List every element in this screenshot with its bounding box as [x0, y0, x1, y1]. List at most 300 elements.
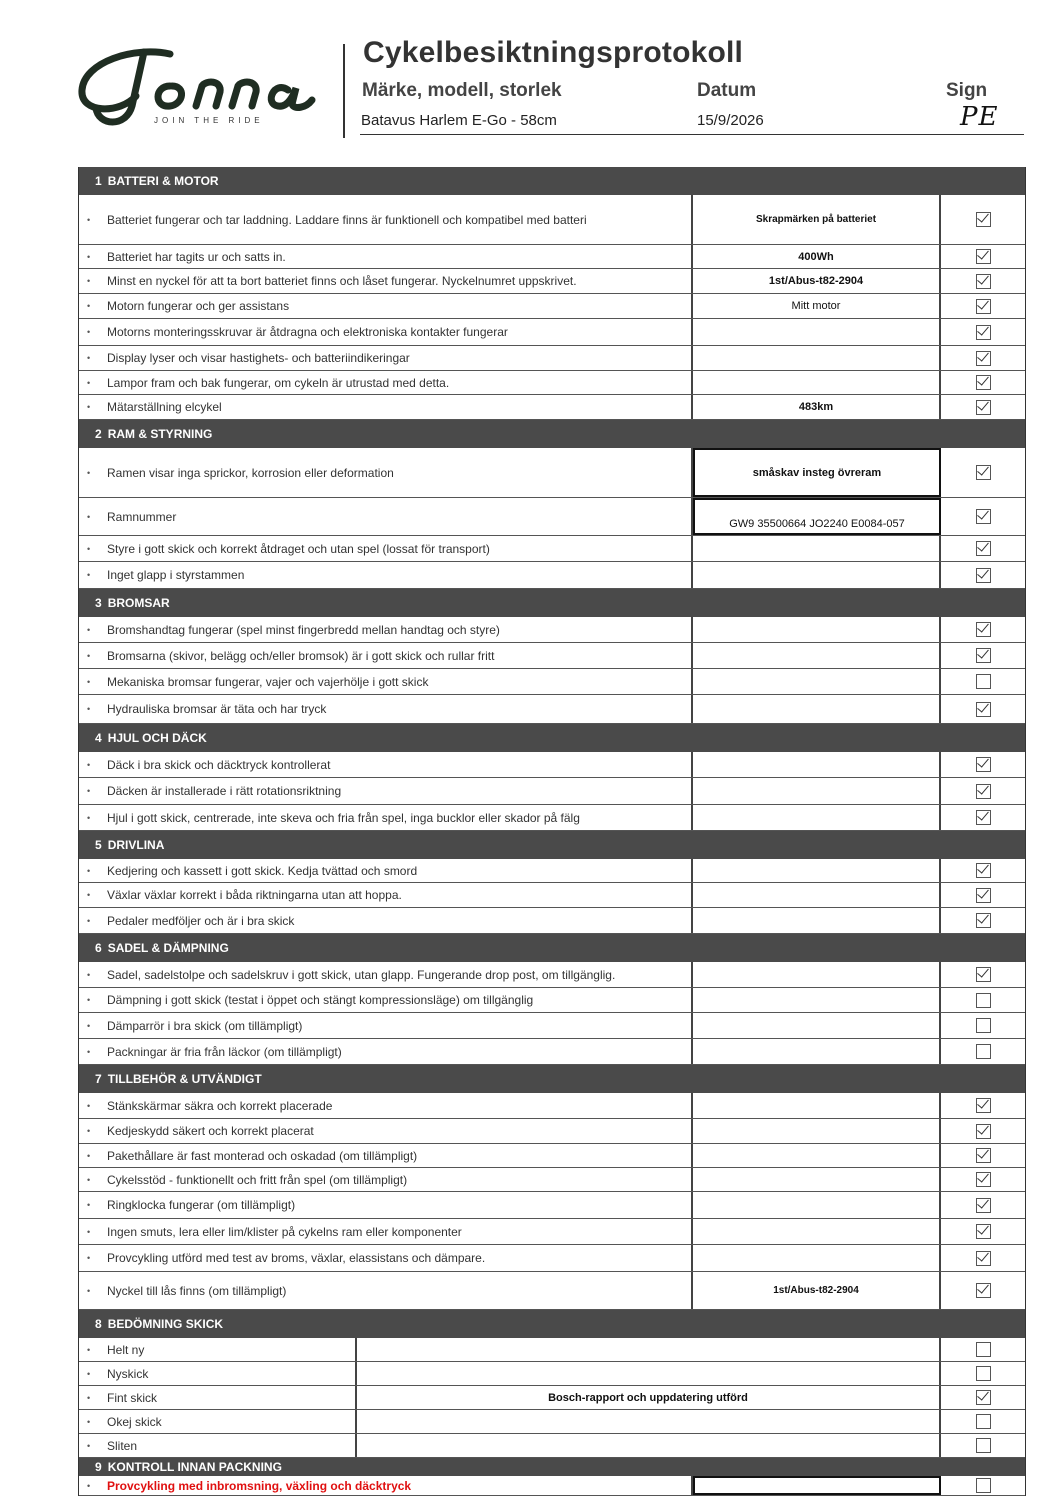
section-header [79, 1065, 1025, 1093]
row-note [693, 1093, 941, 1118]
row-note [693, 536, 941, 561]
row-label [79, 294, 693, 318]
section-title: KONTROLL INNAN PACKNING [107, 1460, 282, 1474]
bullet-icon: • [87, 969, 91, 980]
model-value: Batavus Harlem E-Go - 58cm [361, 112, 557, 129]
checked-checkbox[interactable] [976, 1283, 991, 1298]
checkbox-cell [941, 1410, 1025, 1433]
row-note [693, 371, 941, 394]
row-note [357, 1434, 941, 1457]
checkbox-cell [941, 536, 1025, 561]
jonna-logo [74, 42, 324, 130]
checked-checkbox[interactable] [976, 509, 991, 524]
checklist-row [79, 1434, 1025, 1458]
section-number: 1 [95, 174, 102, 188]
bullet-icon: • [87, 1285, 91, 1296]
section-number: 2 [95, 427, 102, 441]
section-title: BROMSAR [107, 596, 170, 610]
section-number: 8 [95, 1317, 102, 1331]
row-note [693, 1013, 941, 1038]
checked-checkbox[interactable] [976, 648, 991, 663]
row-note: Skrapmärken på batteriet [693, 195, 941, 244]
checklist-row [79, 883, 1025, 908]
checklist-row [79, 346, 1025, 371]
row-text: Packningar är fria från läckor (om tillämpligt) [107, 1044, 342, 1059]
row-note [693, 617, 941, 642]
checklist-row [79, 859, 1025, 883]
bullet-icon: • [87, 1150, 91, 1161]
checked-checkbox[interactable] [976, 351, 991, 366]
bullet-icon: • [87, 214, 91, 225]
checklist-row [79, 962, 1025, 988]
checklist-row [79, 988, 1025, 1013]
row-text: Sadel, sadelstolpe och sadelskruv i gott skick, utan glapp. Fungerande drop post, om tillgänglig. [107, 967, 616, 982]
bullet-icon: • [87, 1200, 91, 1210]
empty-checkbox[interactable] [976, 1018, 991, 1033]
bullet-icon: • [87, 1440, 91, 1451]
row-label [79, 669, 693, 694]
bullet-icon: • [87, 1368, 91, 1379]
row-text: Motorns monteringsskruvar är åtdragna och elektroniska kontakter fungerar [107, 325, 508, 339]
row-text: Styre i gott skick och korrekt åtdraget och utan spel (lossat för transport) [107, 541, 490, 556]
row-text: Lampor fram och bak fungerar, om cykeln är utrustad med detta. [107, 375, 450, 390]
checkbox-cell [941, 1093, 1025, 1118]
row-text: Bromsarna (skivor, belägg och/eller bromsok) är i gott skick och rullar fritt [107, 648, 495, 663]
bullet-icon: • [87, 786, 91, 796]
checkbox-cell [941, 805, 1025, 830]
row-note: Mitt motor [693, 294, 941, 318]
row-label [79, 1386, 357, 1409]
row-text: Däcken är installerade i rätt rotationsriktning [107, 784, 342, 798]
row-text: Motorn fungerar och ger assistans [107, 299, 290, 313]
bullet-icon: • [87, 301, 91, 311]
checklist-row [79, 1144, 1025, 1168]
checkbox-cell [941, 448, 1025, 497]
checkbox-cell [941, 908, 1025, 933]
bullet-icon: • [87, 353, 91, 363]
checked-checkbox[interactable] [976, 1251, 991, 1266]
checked-checkbox[interactable] [976, 702, 991, 717]
checklist-row [79, 1168, 1025, 1192]
row-text: Display lyser och visar hastighets- och batteriindikeringar [107, 351, 410, 365]
checkbox-cell [941, 195, 1025, 244]
row-note [693, 988, 941, 1012]
empty-checkbox[interactable] [976, 1342, 991, 1357]
model-label: Märke, modell, storlek [362, 80, 562, 101]
row-label [79, 1168, 693, 1191]
row-label [79, 778, 693, 804]
checklist-row [79, 269, 1025, 294]
checked-checkbox[interactable] [976, 568, 991, 583]
row-label [79, 752, 693, 777]
row-text: Nyskick [107, 1366, 149, 1381]
checkbox-cell [941, 319, 1025, 345]
checked-checkbox[interactable] [976, 1198, 991, 1213]
checkbox-cell [941, 1219, 1025, 1244]
bullet-icon: • [87, 511, 91, 522]
checked-checkbox[interactable] [976, 274, 991, 289]
row-text: Hjul i gott skick, centrerade, inte skeva och fria från spel, inga bucklor eller skador på fälg [107, 810, 580, 825]
row-text: Batteriet fungerar och tar laddning. Laddare finns är funktionell och kompatibel med batteri [107, 212, 587, 227]
checked-checkbox[interactable] [976, 325, 991, 340]
row-note [693, 908, 941, 933]
row-label [79, 346, 693, 370]
row-text: Hydrauliska bromsar är täta och har tryck [107, 702, 327, 716]
empty-checkbox[interactable] [976, 1044, 991, 1059]
bullet-icon: • [87, 251, 91, 262]
row-note [693, 346, 941, 370]
inspection-table [78, 167, 1026, 1496]
checked-checkbox[interactable] [976, 299, 991, 314]
row-note [693, 695, 941, 723]
row-label [79, 908, 693, 933]
checked-checkbox[interactable] [976, 967, 991, 982]
row-label [79, 1362, 357, 1385]
checked-checkbox[interactable] [976, 1172, 991, 1187]
bullet-icon: • [87, 759, 91, 770]
bullet-icon: • [87, 402, 91, 412]
row-note: 400Wh [693, 245, 941, 268]
section-title: RAM & STYRNING [107, 427, 213, 441]
row-note: 1st/Abus-t82-2904 [693, 269, 941, 293]
row-text: Inget glapp i styrstammen [107, 568, 245, 582]
checked-checkbox[interactable] [976, 888, 991, 903]
bullet-icon: • [87, 1020, 91, 1031]
row-text: Dämparrör i bra skick (om tillämpligt) [107, 1018, 303, 1033]
checklist-row [79, 294, 1025, 319]
bullet-icon: • [87, 327, 91, 337]
checkbox-cell [941, 962, 1025, 987]
section-header [79, 724, 1025, 752]
checklist-row [79, 1410, 1025, 1434]
section-number: 3 [95, 596, 102, 610]
section-number: 5 [95, 838, 102, 852]
row-label [79, 195, 693, 244]
checklist-row [79, 908, 1025, 934]
row-text: Ramnummer [107, 509, 177, 524]
checkbox-cell [941, 395, 1025, 419]
svg-text:JOIN THE RIDE: JOIN THE RIDE [154, 116, 264, 125]
row-text: Ramen visar inga sprickor, korrosion eller deformation [107, 465, 394, 480]
checklist-row [79, 1013, 1025, 1039]
bullet-icon: • [87, 1392, 91, 1403]
checklist-row [79, 448, 1025, 498]
row-note [693, 859, 941, 882]
checklist-row [79, 498, 1025, 536]
bullet-icon: • [87, 1046, 91, 1057]
checkbox-cell [941, 498, 1025, 535]
row-text: Dämpning i gott skick (testat i öppet och stängt kompressionsläge) om tillgänglig [107, 993, 534, 1007]
row-label [79, 1119, 693, 1143]
row-label [79, 883, 693, 907]
row-label [79, 1144, 693, 1167]
checkbox-cell [941, 695, 1025, 723]
checkbox-cell [941, 988, 1025, 1012]
row-note [693, 1168, 941, 1191]
row-note [357, 1338, 941, 1361]
checked-checkbox[interactable] [976, 810, 991, 825]
row-text: Däck i bra skick och däcktryck kontrollerat [107, 757, 331, 772]
checkbox-cell [941, 245, 1025, 268]
section-header [79, 167, 1025, 195]
checklist-row [79, 195, 1025, 245]
header-rule [360, 134, 1024, 135]
row-text: Provcykling med inbromsning, växling och däcktryck [107, 1478, 412, 1493]
row-note [693, 1245, 941, 1271]
bullet-icon: • [87, 570, 91, 580]
bullet-icon: • [87, 812, 91, 823]
checklist-row [79, 1386, 1025, 1410]
checklist-row [79, 695, 1025, 724]
row-note [693, 1476, 941, 1495]
bullet-icon: • [87, 915, 91, 926]
checkbox-cell [941, 346, 1025, 370]
checkbox-cell [941, 1119, 1025, 1143]
row-note [693, 752, 941, 777]
section-title: DRIVLINA [107, 838, 165, 852]
row-text: Bromshandtag fungerar (spel minst fingerbredd mellan handtag och styre) [107, 622, 500, 637]
checkbox-cell [941, 562, 1025, 588]
checked-checkbox[interactable] [976, 1390, 991, 1405]
row-note [693, 1219, 941, 1244]
empty-checkbox[interactable] [976, 1366, 991, 1381]
row-text: Växlar växlar korrekt i båda riktningarna utan att hoppa. [107, 888, 402, 902]
row-note [693, 778, 941, 804]
row-label [79, 498, 693, 535]
row-text: Ringklocka fungerar (om tillämpligt) [107, 1198, 296, 1212]
section-title: BEDÖMNING SKICK [107, 1317, 224, 1331]
bullet-icon: • [87, 865, 91, 876]
checklist-row [79, 1272, 1025, 1310]
row-label [79, 988, 693, 1012]
checklist-row [79, 805, 1025, 831]
checkbox-cell [941, 1245, 1025, 1271]
row-label [79, 1039, 693, 1064]
section-header [79, 1458, 1025, 1476]
section-number: 6 [95, 941, 102, 955]
checklist-row [79, 1338, 1025, 1362]
checked-checkbox[interactable] [976, 1148, 991, 1163]
checklist-row [79, 1119, 1025, 1144]
row-note: 483km [693, 395, 941, 419]
row-label [79, 1410, 357, 1433]
checklist-row [79, 1192, 1025, 1219]
checked-checkbox[interactable] [976, 465, 991, 480]
section-number: 4 [95, 731, 102, 745]
row-note [693, 1119, 941, 1143]
bullet-icon: • [87, 1253, 91, 1263]
checklist-row [79, 1476, 1025, 1496]
checkbox-cell [941, 1039, 1025, 1064]
checkbox-cell [941, 669, 1025, 694]
checkbox-cell [941, 859, 1025, 882]
row-note [357, 1410, 941, 1433]
checked-checkbox[interactable] [976, 1098, 991, 1113]
row-text: Batteriet har tagits ur och satts in. [107, 249, 286, 264]
section-header [79, 831, 1025, 859]
bullet-icon: • [87, 1126, 91, 1136]
bullet-icon: • [87, 1174, 91, 1185]
checkbox-cell [941, 1168, 1025, 1191]
checked-checkbox[interactable] [976, 1124, 991, 1139]
section-header [79, 934, 1025, 962]
section-header [79, 589, 1025, 617]
checklist-row [79, 1362, 1025, 1386]
header-divider [343, 44, 345, 138]
row-text: Nyckel till lås finns (om tillämpligt) [107, 1283, 287, 1298]
checklist-row [79, 562, 1025, 589]
row-note: Bosch-rapport och uppdatering utförd [357, 1386, 941, 1409]
row-text: Sliten [107, 1438, 138, 1453]
checklist-row [79, 1093, 1025, 1119]
row-label [79, 1272, 693, 1309]
section-header [79, 420, 1025, 448]
row-note: 1st/Abus-t82-2904 [693, 1272, 941, 1309]
row-note [693, 1039, 941, 1064]
row-label [79, 643, 693, 668]
bullet-icon: • [87, 704, 91, 714]
checkbox-cell [941, 1434, 1025, 1457]
checked-checkbox[interactable] [976, 375, 991, 390]
row-text: Mätarställning elcykel [107, 400, 222, 414]
row-note [693, 883, 941, 907]
row-text: Cykelsstöd - funktionellt och fritt från spel (om tillämpligt) [107, 1172, 408, 1187]
row-label [79, 1338, 357, 1361]
checkbox-cell [941, 1013, 1025, 1038]
row-label [79, 371, 693, 394]
row-label [79, 859, 693, 882]
row-label [79, 395, 693, 419]
row-label [79, 1434, 357, 1457]
row-label [79, 1476, 693, 1495]
checkbox-cell [941, 1272, 1025, 1309]
row-label [79, 562, 693, 588]
bullet-icon: • [87, 650, 91, 661]
checkbox-cell [941, 1338, 1025, 1361]
bullet-icon: • [87, 890, 91, 900]
signature: PE [960, 102, 999, 132]
row-text: Helt ny [107, 1342, 145, 1357]
row-label [79, 805, 693, 830]
sign-label: Sign [946, 80, 988, 101]
row-text: Minst en nyckel för att ta bort batteriet finns och låset fungerar. Nyckelnumret uppskrivet. [107, 274, 577, 288]
checked-checkbox[interactable] [976, 541, 991, 556]
row-text: Pedaler medföljer och är i bra skick [107, 913, 295, 928]
empty-checkbox[interactable] [976, 674, 991, 689]
checkbox-cell [941, 617, 1025, 642]
checkbox-cell [941, 883, 1025, 907]
bullet-icon: • [87, 676, 91, 687]
empty-checkbox[interactable] [976, 1438, 991, 1453]
row-text: Stänkskärmar säkra och korrekt placerade [107, 1098, 333, 1113]
checklist-row [79, 245, 1025, 269]
row-text: Okej skick [107, 1414, 162, 1429]
section-title: TILLBEHÖR & UTVÄNDIGT [107, 1072, 262, 1086]
checked-checkbox[interactable] [976, 622, 991, 637]
checklist-row [79, 1245, 1025, 1272]
bullet-icon: • [87, 1100, 91, 1111]
row-label [79, 448, 693, 497]
section-header [79, 1310, 1025, 1338]
row-label [79, 319, 693, 345]
checked-checkbox[interactable] [976, 757, 991, 772]
checklist-row [79, 669, 1025, 695]
section-number: 9 [95, 1460, 102, 1474]
bullet-icon: • [87, 377, 91, 388]
empty-checkbox[interactable] [976, 993, 991, 1008]
row-note [693, 669, 941, 694]
checklist-row [79, 778, 1025, 805]
row-note: småskav insteg övreram [693, 448, 941, 497]
checklist-row [79, 752, 1025, 778]
checkbox-cell [941, 1144, 1025, 1167]
row-note [357, 1362, 941, 1385]
row-note [693, 1144, 941, 1167]
section-title: SADEL & DÄMPNING [107, 941, 229, 955]
row-note [693, 962, 941, 987]
checked-checkbox[interactable] [976, 212, 991, 227]
row-label [79, 617, 693, 642]
row-text: Mekaniska bromsar fungerar, vajer och vajerhölje i gott skick [107, 674, 429, 689]
bullet-icon: • [87, 1344, 91, 1355]
row-text: Provcykling utförd med test av broms, växlar, elassistans och dämpare. [107, 1251, 486, 1265]
checklist-row [79, 319, 1025, 346]
bullet-icon: • [87, 543, 91, 554]
checklist-row [79, 643, 1025, 669]
checkbox-cell [941, 1192, 1025, 1218]
checked-checkbox[interactable] [976, 249, 991, 264]
checkbox-cell [941, 1476, 1025, 1495]
checkbox-cell [941, 778, 1025, 804]
checked-checkbox[interactable] [976, 1224, 991, 1239]
bullet-icon: • [87, 1226, 91, 1237]
row-text: Fint skick [107, 1390, 158, 1405]
bullet-icon: • [87, 995, 91, 1005]
row-text: Pakethållare är fast monterad och oskadad (om tillämpligt) [107, 1148, 418, 1163]
checklist-row [79, 1039, 1025, 1065]
checked-checkbox[interactable] [976, 400, 991, 415]
checklist-row [79, 536, 1025, 562]
checkbox-cell [941, 643, 1025, 668]
section-title: HJUL OCH DÄCK [107, 731, 207, 745]
row-label [79, 695, 693, 723]
bullet-icon: • [87, 1416, 91, 1427]
checked-checkbox[interactable] [976, 863, 991, 878]
row-note [693, 319, 941, 345]
row-label [79, 1219, 693, 1244]
row-text: Ingen smuts, lera eller lim/klister på cykelns ram eller komponenter [107, 1224, 462, 1239]
date-value: 15/9/2026 [697, 112, 764, 129]
section-title: BATTERI & MOTOR [107, 174, 219, 188]
checklist-row [79, 617, 1025, 643]
row-label [79, 962, 693, 987]
page-title: Cykelbesiktningsprotokoll [363, 36, 744, 69]
bullet-icon: • [87, 624, 91, 635]
empty-checkbox[interactable] [976, 1414, 991, 1429]
bullet-icon: • [87, 467, 91, 478]
checked-checkbox[interactable] [976, 784, 991, 799]
row-label [79, 245, 693, 268]
row-label [79, 1013, 693, 1038]
row-note [693, 562, 941, 588]
checkbox-cell [941, 371, 1025, 394]
section-number: 7 [95, 1072, 102, 1086]
row-label [79, 269, 693, 293]
checkbox-cell [941, 752, 1025, 777]
checked-checkbox[interactable] [976, 913, 991, 928]
empty-checkbox[interactable] [976, 1478, 991, 1493]
bullet-icon: • [87, 1480, 91, 1491]
